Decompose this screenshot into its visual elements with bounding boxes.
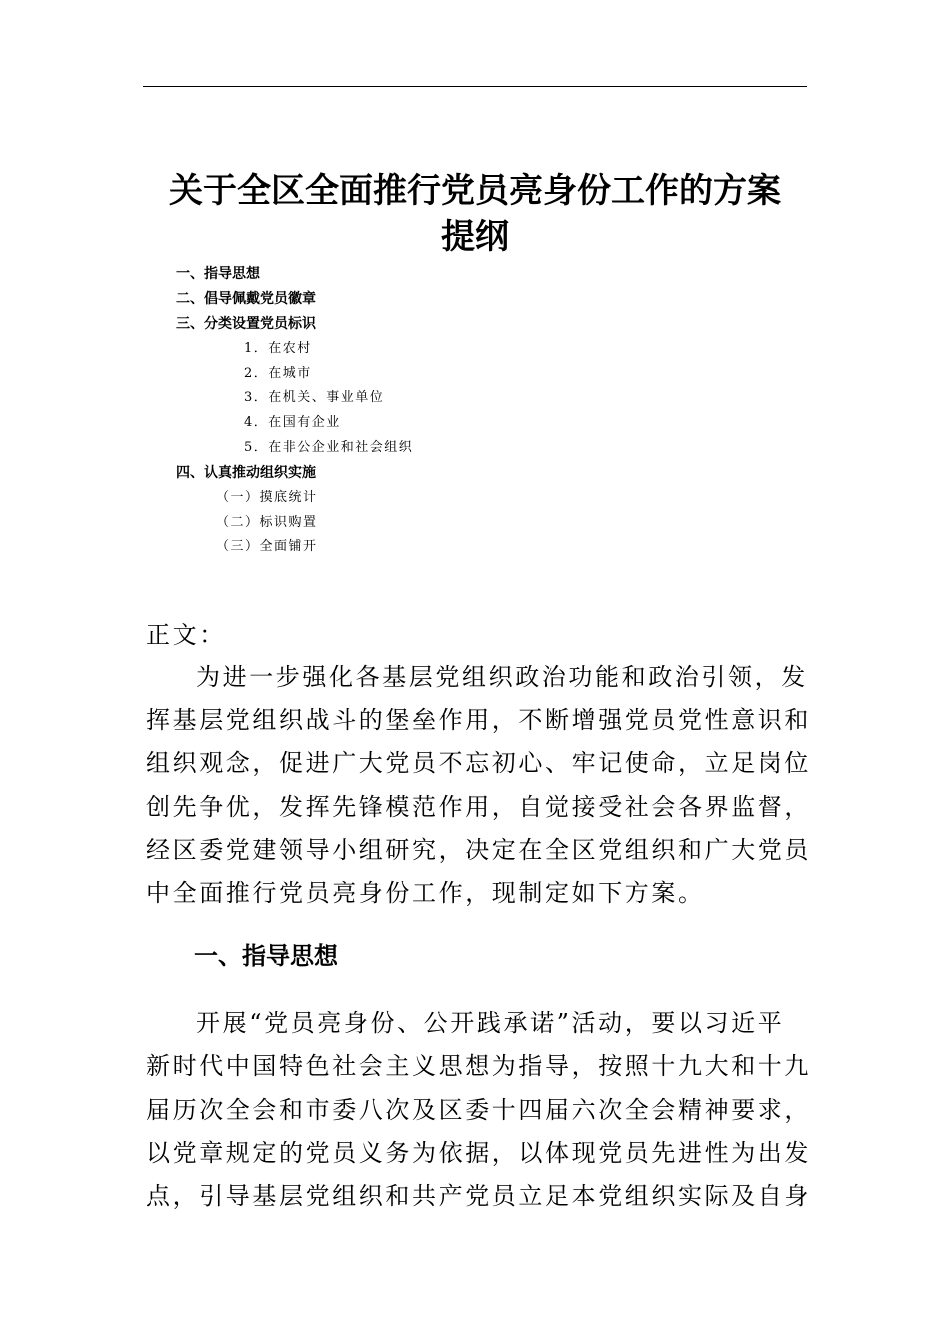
document-title bbox=[143, 168, 807, 260]
outline-item: 二、倡导佩戴党员徽章 bbox=[176, 291, 316, 307]
paragraph-line: 新时代中国特色社会主义思想为指导，按照十九大和十九 bbox=[146, 1052, 811, 1080]
paragraph-line: 届历次全会和市委八次及区委十四届六次全会精神要求， bbox=[146, 1096, 811, 1124]
outline-subitem: （一）摸底统计 bbox=[216, 490, 318, 505]
outline-subitem: 1．在农村 bbox=[244, 341, 312, 356]
title-line-2: 提纲 bbox=[441, 217, 509, 257]
paragraph-line: 点，引导基层党组织和共产党员立足本党组织实际及自身 bbox=[146, 1182, 811, 1210]
title-line-1: 关于全区全面推行党员亮身份工作的方案 bbox=[169, 171, 781, 211]
outline-item: 四、认真推动组织实施 bbox=[176, 465, 316, 481]
paragraph-line: 创先争优，发挥先锋模范作用，自觉接受社会各界监督， bbox=[146, 793, 811, 821]
paragraph-line: 为进一步强化各基层党组织政治功能和政治引领，发 bbox=[196, 663, 808, 691]
header-rule bbox=[143, 86, 807, 87]
outline-item: 一、指导思想 bbox=[176, 266, 260, 282]
paragraph-line: 挥基层党组织战斗的堡垒作用，不断增强党员党性意识和 bbox=[146, 706, 811, 734]
paragraph-line: 中全面推行党员亮身份工作，现制定如下方案。 bbox=[146, 879, 705, 907]
outline-subitem: （二）标识购置 bbox=[216, 515, 318, 530]
section-heading: 一、指导思想 bbox=[194, 942, 338, 970]
paragraph-line: 组织观念，促进广大党员不忘初心、牢记使命，立足岗位 bbox=[146, 749, 811, 777]
outline-subitem: 3．在机关、事业单位 bbox=[244, 390, 385, 405]
paragraph-line: 开展“党员亮身份、公开践承诺”活动，要以习近平 bbox=[196, 1009, 785, 1037]
body-label: 正文： bbox=[146, 621, 226, 649]
outline-subitem: 4．在国有企业 bbox=[244, 415, 341, 430]
outline-subitem: （三）全面铺开 bbox=[216, 539, 318, 554]
outline-subitem: 5．在非公企业和社会组织 bbox=[244, 440, 414, 455]
paragraph-line: 以党章规定的党员义务为依据，以体现党员先进性为出发 bbox=[146, 1139, 811, 1167]
paragraph-line: 经区委党建领导小组研究，决定在全区党组织和广大党员 bbox=[146, 836, 811, 864]
outline-item: 三、分类设置党员标识 bbox=[176, 316, 316, 332]
outline-subitem: 2．在城市 bbox=[244, 366, 312, 381]
